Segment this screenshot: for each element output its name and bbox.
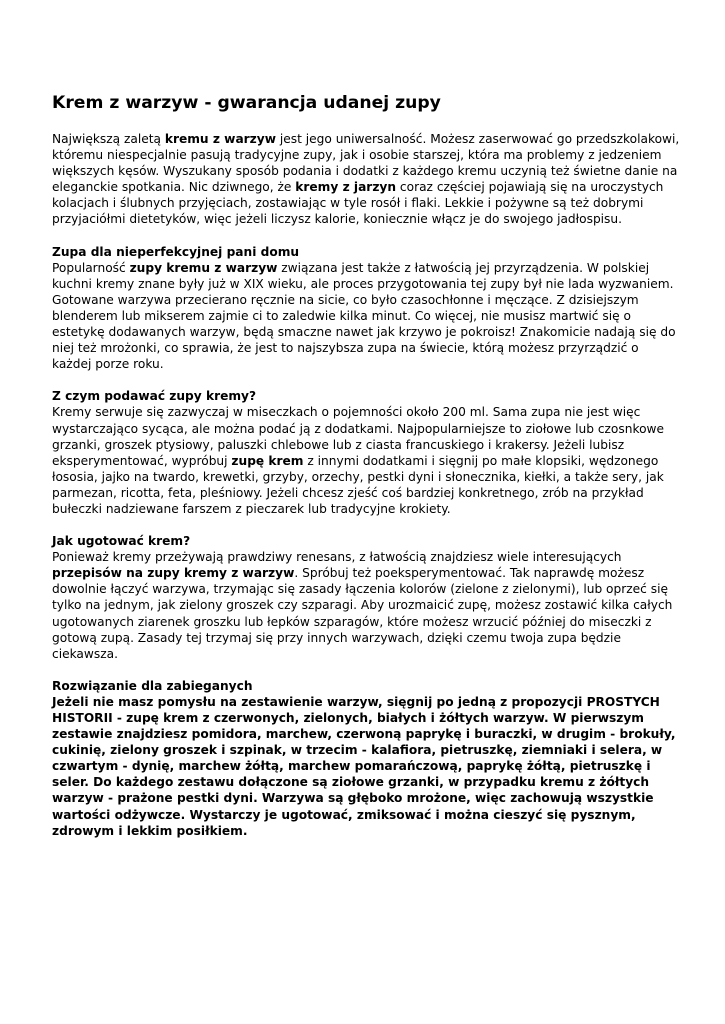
intro-text-2: jest jego uniwersalność. Możesz zaserwować go przedszkolakowi, któremu niespecjalnie pasują tradycyjne zupy, jak i osobie starszej, która ma problemy z jedzeniem większych kęsów. Wyszukany sposób podania i dodatki z każdego kremu uczynią też świetne danie na eleganckie spotkania. Nic dziwnego, że [52,132,680,195]
section-4 [52,678,680,839]
section-3-text-1: Ponieważ kremy przeżywają prawdziwy renesans, z łatwością znajdziesz wiele interesujących [52,550,622,565]
section-4-body: Jeżeli nie masz pomysłu na zestawienie warzyw, sięgnij po jedną z propozycji PROSTYCH HISTORII - zupę krem z czerwonych, zielonych, białych i żółtych warzyw. W pierwszym zestawie znajdziesz pomidora, marchew, czerwoną paprykę i buraczki, w drugim - brokuły, cukinię, zielony groszek i szpinak, w trzecim - kalafiora, pietruszkę, ziemniaki i selera, w czwartym - dynię, marchew żółtą, marchew pomarańczową, paprykę żółtą, pietruszkę i seler. Do każdego zestawu dołączone są ziołowe grzanki, w przypadku kremu z żółtych warzyw - prażone pestki dyni. Warzywa są głęboko mrożone, więc zachowują wszystkie wartości odżywcze. Wystarczy je ugotować, zmiksować i można cieszyć się pysznym, zdrowym i lekkim posiłkiem. [52,694,676,838]
intro-text-3: coraz częściej pojawiają się na uroczystych kolacjach i ślubnych przyjęciach, zostawiając w tyle rosół i flaki. Lekkie i pożywne są też dobrymi przyjaciółmi dietetyków, więc jeżeli liczysz kalorie, koniecznie włącz je do swojego jadłospisu. [52,180,664,227]
intro-bold-2: kremy z jarzyn [295,180,397,195]
intro-text-1: Największą zaletą [52,132,165,146]
document-title: Krem z warzyw - gwarancja udanej zupy [52,93,441,113]
section-1-text-2: związana jest także z łatwością jej przyrządzenia. W polskiej kuchni kremy znane były już w XIX wieku, ale proces przygotowania tej zupy był nie lada wyzwaniem. Gotowane warzywa przecierano ręcznie na sicie, co było czasochłonne i męczące. Z dzisiejszym blenderem lub mikserem zajmie ci to zaledwie kilka minut. Co więcej, nie musisz martwić się o estetykę dodawanych warzyw, będą smaczne nawet jak krzywo je pokroisz! Znakomicie nadają się do niej też mrożonki, co sprawia, że jest to najszybsza zupa na świecie, którą możesz przyrządzić o każdej porze roku. [52,260,676,372]
section-1-text-1: Popularność [52,260,130,275]
intro-paragraph [52,131,680,228]
section-1-bold-1: zupy kremu z warzyw [129,260,278,275]
section-2-bold-1: zupę krem [231,453,304,468]
intro-bold-1: kremu z warzyw [164,132,276,146]
document-page [52,92,680,855]
section-2-heading: Z czym podawać zupy kremy? [52,389,257,404]
section-4-heading: Rozwiązanie dla zabieganych [52,678,253,693]
section-3-text-2: . Spróbuj też poeksperymentować. Tak naprawdę możesz dowolnie łączyć warzywa, trzymając się zasady łączenia kolorów (zielone z zielonymi), lub oprzeć się tylko na jednym, jak zielony groszek czy szparagi. Aby urozmaicić zupę, możesz zostawić kilka całych ugotowanych ziarenek groszku lub łepków szparagów, które możesz wrzucić później do miseczki z gotową zupą. Zasady tej trzymaj się przy innych warzywach, dzięki czemu twoja zupa będzie ciekawsza. [52,566,673,661]
section-3-bold-1: przepisów na zupy kremy z warzyw [52,566,295,581]
section-3-heading: Jak ugotować krem? [52,534,191,549]
section-1 [52,244,680,373]
section-2 [52,388,680,517]
section-2-text-1: Kremy serwuje się zazwyczaj w miseczkach o pojemności około 200 ml. Sama zupa nie jest więc wystarczająco sycąca, ale można podać ją z dodatkami. Najpopularniejsze to ziołowe lub czosnkowe grzanki, groszek ptysiowy, paluszki chlebowe lub z ciasta francuskiego i krakersy. Jeżeli lubisz eksperymentować, wypróbuj [52,405,664,468]
section-2-text-2: z innymi dodatkami i sięgnij po małe klopsiki, wędzonego łososia, jajko na twardo, krewetki, grzyby, orzechy, pestki dyni i słonecznika, kiełki, a także sery, jak parmezan, ricotta, feta, pleśniowy. Jeżeli chcesz zjeść coś bardziej konkretnego, zrób na przykład bułeczki nadziewane farszem z pieczarek lub tradycyjne krokiety. [52,453,664,516]
section-1-heading: Zupa dla nieperfekcyjnej pani domu [52,244,300,259]
section-3 [52,533,680,662]
